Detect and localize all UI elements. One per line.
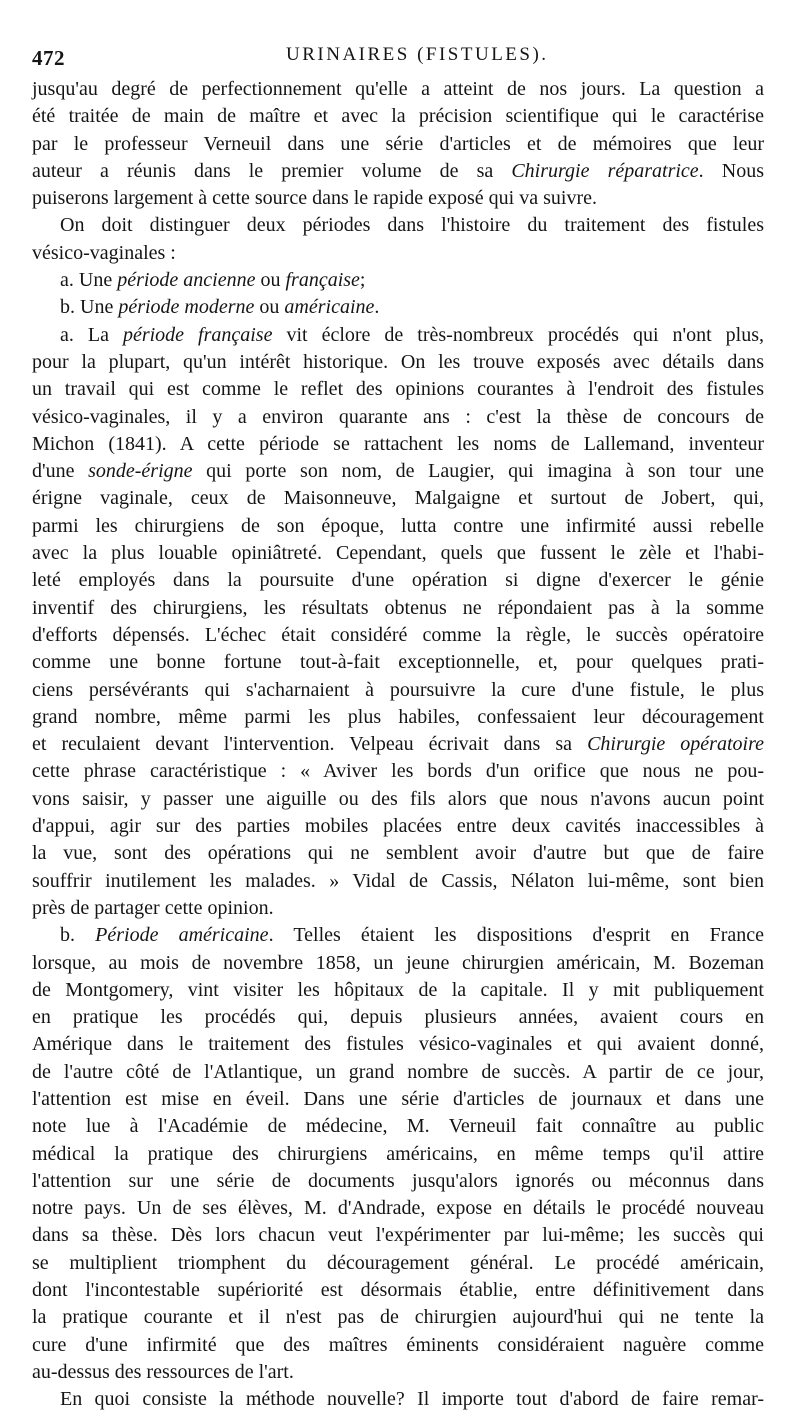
body-text <box>32 76 764 1414</box>
italic-phrase: Chirurgie réparatrice <box>511 159 699 182</box>
text-line: l'attention sur une série de documents jusqu'alors ignorés ou méconnus dans <box>32 1169 764 1192</box>
text-line: notre pays. Un de ses élèves, M. d'Andrade, expose en détails le procédé nouveau <box>32 1197 764 1220</box>
text-line: se multiplient triomphent du découragement général. Le procédé américain, <box>32 1251 764 1274</box>
text-line: parmi les chirurgiens de son époque, lutta contre une infirmité aussi rebelle <box>32 514 764 537</box>
text-line: dont l'incontestable supériorité est désormais établie, entre définitivement dans <box>32 1279 764 1302</box>
text-line: la vue, sont des opérations qui ne semblent avoir d'autre but que de faire <box>32 842 764 865</box>
text-line: été traitée de main de maître et avec la précision scientifique qui le caractérise <box>32 105 764 128</box>
text-line: jusqu'au degré de perfectionnement qu'elle a atteint de nos jours. La question a <box>32 78 764 100</box>
text-line: de l'autre côté de l'Atlantique, un grand nombre de succès. A partir de ce jour, <box>32 1060 764 1083</box>
running-head: URINAIRES (FISTULES). <box>286 44 549 65</box>
text-line: On doit distinguer deux périodes dans l'histoire du traitement des fistules <box>60 214 764 237</box>
text-line: grand nombre, même parmi les plus habiles, confessaient leur découragement <box>32 705 764 728</box>
italic-phrase: française <box>285 269 360 292</box>
text-line: cette phrase caractéristique : « Aviver les bords d'un orifice que nous ne pou- <box>32 760 764 783</box>
text-line: en pratique les procédés qui, depuis plusieurs années, avaient cours en <box>32 1006 764 1029</box>
text-line: et reculaient devant l'intervention. Velpeau écrivait dans sa Chirurgie opératoire <box>32 733 764 756</box>
text-line: érigne vaginale, ceux de Maisonneuve, Malgaigne et surtout de Jobert, qui, <box>32 487 764 510</box>
italic-phrase: période moderne <box>118 296 255 319</box>
text-line: Amérique dans le traitement des fistules vésico-vaginales et qui avaient donné, <box>32 1033 764 1056</box>
text-line: note lue à l'Académie de médecine, M. Verneuil fait connaître au public <box>32 1115 764 1138</box>
text-line: comme une bonne fortune tout-à-fait exceptionnelle, et, pour quelques prati- <box>32 651 764 674</box>
page-header <box>32 40 764 76</box>
text-line: inventif des chirurgiens, les résultats obtenus ne répondaient pas à la somme <box>32 596 764 619</box>
text-line: vons saisir, y passer une aiguille ou des fils alors que nous n'avons aucun point <box>32 787 764 810</box>
text-line: leté employés dans la poursuite d'une opération si digne d'exercer le génie <box>32 569 764 592</box>
text-line: souffrir inutilement les malades. » Vidal de Cassis, Nélaton lui-même, sont bien <box>32 869 764 892</box>
text-line: puiserons largement à cette source dans le rapide exposé qui va suivre. <box>32 187 597 210</box>
text-line: médical la pratique des chirurgiens américains, en même temps qu'il attire <box>32 1142 764 1165</box>
text-line: près de partager cette opinion. <box>32 896 274 919</box>
italic-phrase: période ancienne <box>117 269 256 292</box>
italic-phrase: période française <box>122 323 273 346</box>
text-line: par le professeur Verneuil dans une série d'articles et de mémoires que leur <box>32 132 764 155</box>
list-item: b. Une période moderne ou américaine. <box>60 296 380 319</box>
text-line: b. Période américaine. Telles étaient les dispositions d'esprit en France <box>60 924 765 947</box>
text-line: lorsque, au mois de novembre 1858, un jeune chirurgien américain, M. Bozeman <box>32 951 764 974</box>
page-number: 472 <box>32 46 65 70</box>
italic-phrase: Période américaine <box>95 924 269 947</box>
text-line: cure d'une infirmité que des maîtres éminents considéraient naguère comme <box>32 1333 764 1356</box>
text-line: auteur a réunis dans le premier volume de sa Chirurgie réparatrice. Nous <box>32 159 764 182</box>
italic-phrase: sonde-érigne <box>88 460 193 483</box>
text-line: ciens persévérants qui s'acharnaient à poursuivre la cure d'une fistule, le plus <box>32 678 764 701</box>
text-line: Michon (1841). A cette période se rattachent les noms de Lallemand, inventeur <box>32 432 764 455</box>
text-line: pour la plupart, qu'un intérêt historique. On les trouve exposés avec détails dans <box>32 350 764 373</box>
text-line: a. La période française vit éclore de très-nombreux procédés qui n'ont plus, <box>60 323 764 346</box>
text-line: vésico-vaginales, il y a environ quarante ans : c'est la thèse de concours de <box>32 405 764 428</box>
text-line: d'une sonde-érigne qui porte son nom, de Laugier, qui imagina à son tour une <box>32 460 764 483</box>
text-line: vésico-vaginales : <box>32 241 176 264</box>
text-line: de Montgomery, vint visiter les hôpitaux de la capitale. Il y mit publiquement <box>32 978 764 1001</box>
text-line: avec la plus louable opiniâtreté. Cependant, quels que fussent le zèle et l'habi- <box>32 542 764 565</box>
italic-phrase: américaine <box>284 296 375 319</box>
list-item: a. Une période ancienne ou française; <box>60 269 366 292</box>
text-line: dans sa thèse. Dès lors chacun veut l'expérimenter par lui-même; les succès qui <box>32 1224 764 1247</box>
text-line: d'efforts dépensés. L'échec était considéré comme la règle, le succès opératoire <box>32 623 764 646</box>
text-line: la pratique courante et il n'est pas de chirurgien aujourd'hui qui ne tente la <box>32 1306 764 1329</box>
text-line: un travail qui est comme le reflet des opinions courantes à l'endroit des fistules <box>32 378 764 401</box>
text-line: l'attention est mise en éveil. Dans une série d'articles de journaux et dans une <box>32 1087 764 1110</box>
text-line: au-dessus des ressources de l'art. <box>32 1360 294 1383</box>
text-line: En quoi consiste la méthode nouvelle? Il importe tout d'abord de faire remar- <box>60 1388 764 1411</box>
italic-phrase: Chirurgie opératoire <box>587 733 764 756</box>
text-line: d'appui, agir sur des parties mobiles placées entre deux cavités inaccessibles à <box>32 815 764 838</box>
